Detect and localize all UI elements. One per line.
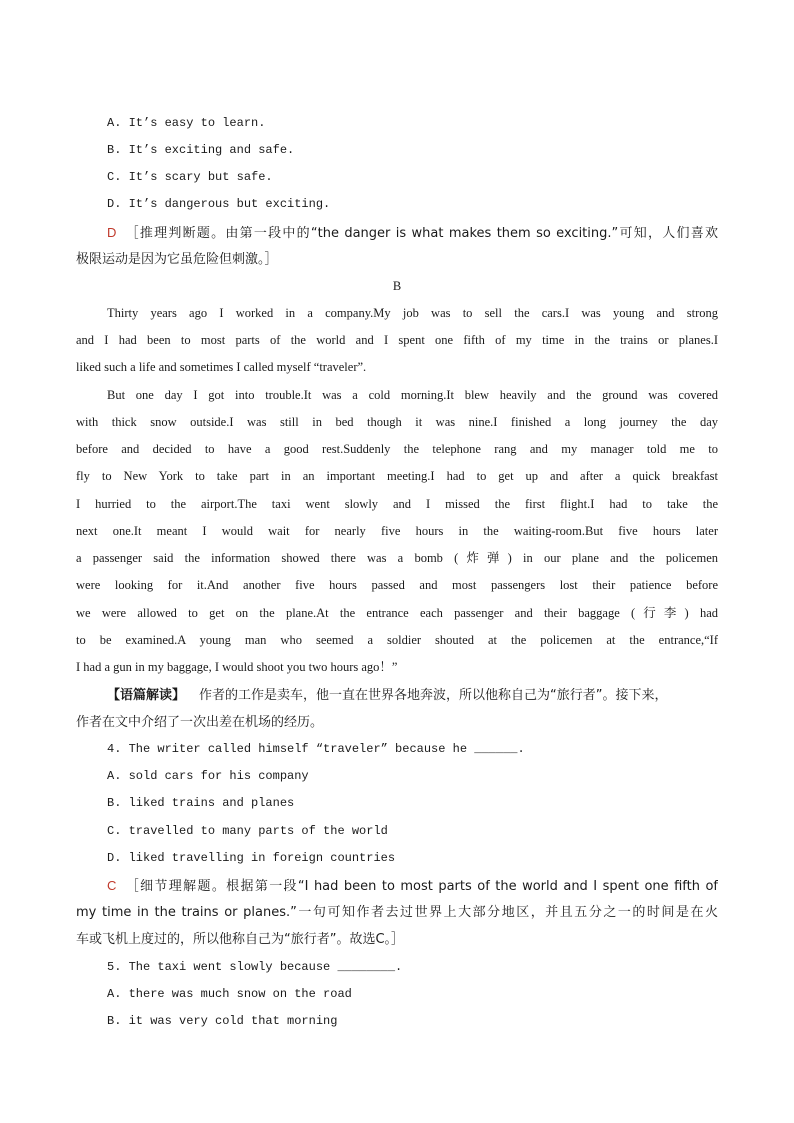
passage-line: to be examined.A young man who seemed a soldier shouted at the policemen at the entrance,“If [76,633,718,647]
passage-line: a passenger said the information showed there was a bomb (炸弹) in our plane and the policemen [76,551,718,565]
passage-line: I had a gun in my baggage, I would shoot you two hours ago！” [76,660,398,674]
q4-option-b: B. liked trains and planes [107,796,295,810]
q5-stem: 5. The taxi went slowly because ________. [107,960,403,974]
q3-answer-line2: 极限运动是因为它虽危险但刺激。］ [76,252,278,267]
q3-option-a: A. It’s easy to learn. [107,116,266,130]
passage-line: with thick snow outside.I was still in bed though it was nine.I finished a long journey the day [76,415,718,429]
q4-answer-letter: C [107,878,117,893]
passage-line: I hurried to the airport.The taxi went slowly and I missed the first flight.I had to take the [76,497,718,511]
passage-line: before and decided to have a good rest.Suddenly the telephone rang and my manager told me to [76,442,718,456]
q3-option-b: B. It’s exciting and safe. [107,143,295,157]
passage-line: Thirty years ago I worked in a company.My job was to sell the cars.I was young and strong [107,306,718,320]
passage-line: fly to New York to take part in an important meeting.I had to get up and after a quick breakfast [76,469,718,483]
passage-line: next one.It meant I would wait for nearly five hours in the waiting-room.But five hours later [76,524,718,538]
q4-answer-line3: 车或飞机上度过的，所以他称自己为“旅行者”。故选C。］ [76,932,405,947]
q5-option-b: B. it was very cold that morning [107,1014,338,1028]
q3-option-d: D. It’s dangerous but exciting. [107,197,331,211]
passage-line: liked such a life and sometimes I called myself “traveler”. [76,360,367,374]
q3-answer-line1: D ［推理判断题。由第一段中的“the danger is what makes them so exciting.”可知，人们喜欢 [107,225,718,241]
reading-guide-line1: 【语篇解读】 作者的工作是卖车，他一直在世界各地奔波，所以他称自己为“旅行者”。接下来， [107,688,668,703]
q4-option-a: A. sold cars for his company [107,769,309,783]
passage-line: But one day I got into trouble.It was a cold morning.It blew heavily and the ground was covered [107,388,718,402]
q4-option-c: C. travelled to many parts of the world [107,824,388,838]
reading-guide-line2: 作者在文中介绍了一次出差在机场的经历。 [76,715,324,730]
reading-guide-label: 【语篇解读】 [107,688,186,703]
passage-line: and I had been to most parts of the world and I spent one fifth of my time in the trains or planes.I [76,333,718,347]
passage-line: were looking for it.And another five hours passed and most passengers lost their patience before [76,578,718,592]
q4-option-d: D. liked travelling in foreign countries [107,851,396,865]
q4-answer-line1: C ［细节理解题。根据第一段“I had been to most parts of the world and I spent one fifth of [107,878,718,894]
q5-option-a: A. there was much snow on the road [107,987,352,1001]
passage-line: we were allowed to get on the plane.At the entrance each passenger and their baggage (行李) had [76,606,718,620]
section-label: B [392,279,402,293]
q4-answer-line2: my time in the trains or planes.”一句可知作者去过世界上大部分地区，并且五分之一的时间是在火 [76,905,718,920]
q3-option-c: C. It’s scary but safe. [107,170,273,184]
q3-answer-letter: D [107,225,117,240]
q4-stem: 4. The writer called himself “traveler” because he ______. [107,742,525,756]
